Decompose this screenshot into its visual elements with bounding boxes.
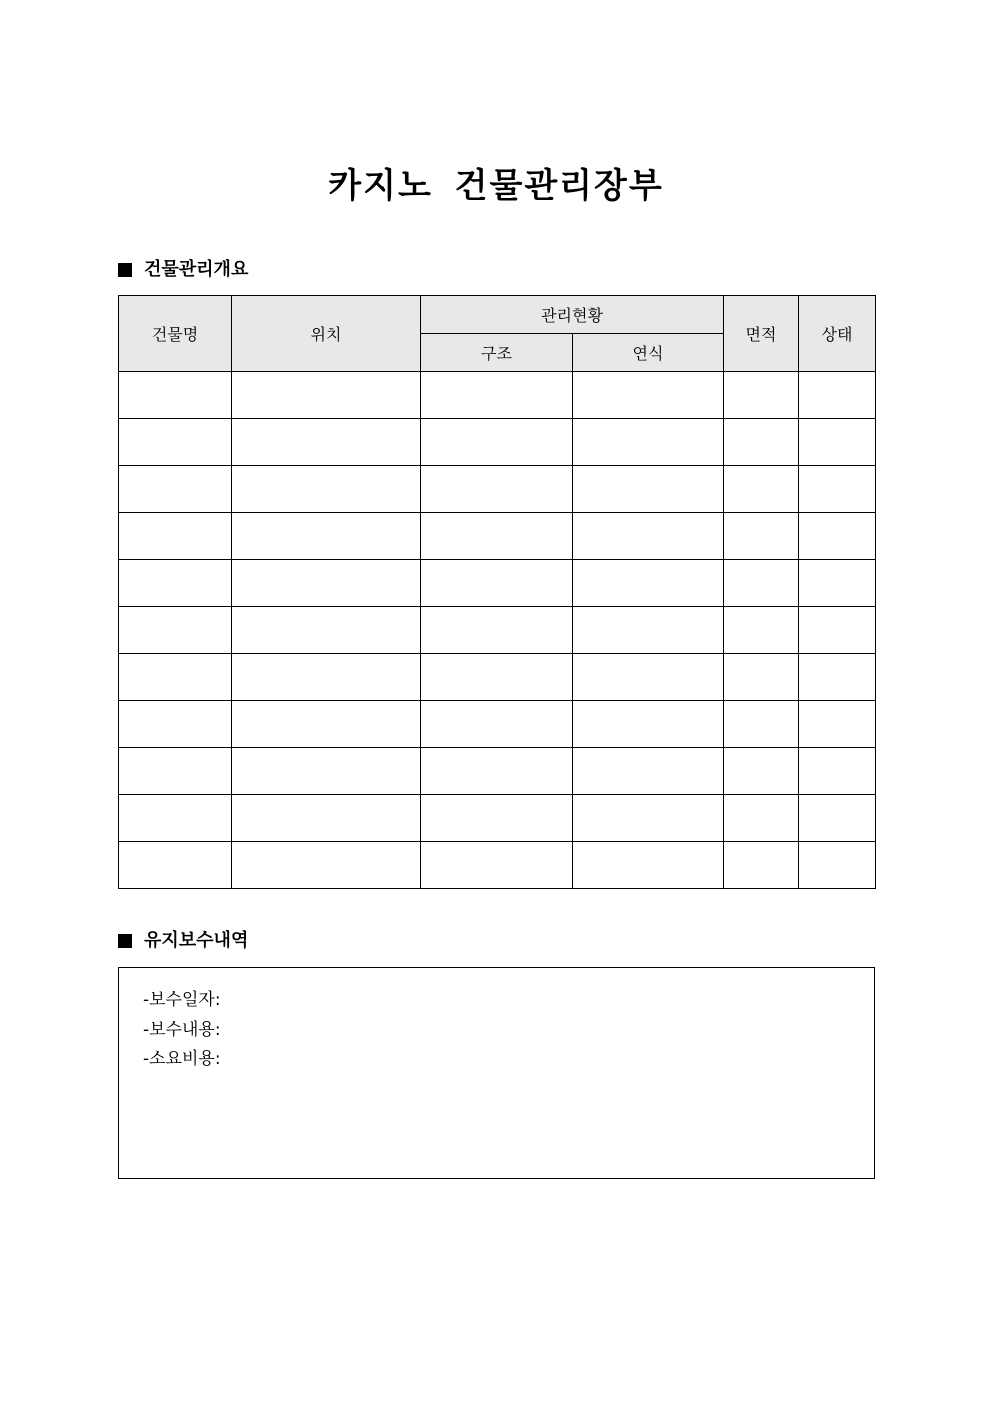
cell-structure[interactable] xyxy=(421,607,573,654)
cell-location[interactable] xyxy=(232,842,421,889)
cell-structure[interactable] xyxy=(421,654,573,701)
maintenance-line-content: -보수내용: xyxy=(143,1019,221,1040)
table-row xyxy=(119,654,876,701)
cell-location[interactable] xyxy=(232,466,421,513)
cell-year[interactable] xyxy=(573,748,724,795)
cell-name[interactable] xyxy=(119,842,232,889)
cell-structure[interactable] xyxy=(421,748,573,795)
section-heading-overview xyxy=(118,258,248,282)
cell-structure[interactable] xyxy=(421,795,573,842)
cell-structure[interactable] xyxy=(421,466,573,513)
cell-name[interactable] xyxy=(119,795,232,842)
cell-name[interactable] xyxy=(119,466,232,513)
cell-name[interactable] xyxy=(119,748,232,795)
column-header-area: 면적 xyxy=(724,296,799,372)
cell-structure[interactable] xyxy=(421,842,573,889)
cell-name[interactable] xyxy=(119,607,232,654)
table-row xyxy=(119,560,876,607)
document-title: 카지노 건물관리장부 xyxy=(328,166,664,206)
cell-condition[interactable] xyxy=(799,560,876,607)
square-bullet-icon xyxy=(118,934,132,948)
cell-condition[interactable] xyxy=(799,466,876,513)
section-heading-label: 유지보수내역 xyxy=(144,930,249,951)
table-row xyxy=(119,842,876,889)
column-header-status-group: 관리현황 xyxy=(421,296,724,334)
cell-year[interactable] xyxy=(573,560,724,607)
table-row xyxy=(119,748,876,795)
cell-area[interactable] xyxy=(724,466,799,513)
cell-year[interactable] xyxy=(573,795,724,842)
column-header-condition: 상태 xyxy=(799,296,876,372)
cell-condition[interactable] xyxy=(799,748,876,795)
maintenance-line-date: -보수일자: xyxy=(143,990,221,1010)
maintenance-line-cost: -소요비용: xyxy=(143,1049,221,1069)
table-row xyxy=(119,701,876,748)
cell-area[interactable] xyxy=(724,419,799,466)
table-body xyxy=(119,372,876,889)
cell-area[interactable] xyxy=(724,654,799,701)
cell-condition[interactable] xyxy=(799,419,876,466)
cell-location[interactable] xyxy=(232,701,421,748)
cell-year[interactable] xyxy=(573,701,724,748)
cell-condition[interactable] xyxy=(799,513,876,560)
cell-year[interactable] xyxy=(573,513,724,560)
cell-location[interactable] xyxy=(232,607,421,654)
maintenance-box xyxy=(118,967,875,1179)
cell-year[interactable] xyxy=(573,842,724,889)
cell-location[interactable] xyxy=(232,372,421,419)
column-header-year: 연식 xyxy=(573,334,724,372)
table-row xyxy=(119,607,876,654)
table-row xyxy=(119,513,876,560)
column-header-name: 건물명 xyxy=(119,296,232,372)
cell-year[interactable] xyxy=(573,654,724,701)
cell-condition[interactable] xyxy=(799,701,876,748)
cell-area[interactable] xyxy=(724,748,799,795)
table-row xyxy=(119,795,876,842)
cell-year[interactable] xyxy=(573,466,724,513)
cell-area[interactable] xyxy=(724,795,799,842)
column-header-structure: 구조 xyxy=(421,334,573,372)
cell-location[interactable] xyxy=(232,513,421,560)
cell-name[interactable] xyxy=(119,701,232,748)
cell-name[interactable] xyxy=(119,560,232,607)
cell-condition[interactable] xyxy=(799,372,876,419)
cell-condition[interactable] xyxy=(799,607,876,654)
cell-location[interactable] xyxy=(232,560,421,607)
table-row xyxy=(119,419,876,466)
cell-area[interactable] xyxy=(724,513,799,560)
cell-year[interactable] xyxy=(573,419,724,466)
cell-structure[interactable] xyxy=(421,560,573,607)
cell-name[interactable] xyxy=(119,513,232,560)
cell-condition[interactable] xyxy=(799,654,876,701)
section-heading-maintenance xyxy=(118,929,248,953)
cell-year[interactable] xyxy=(573,607,724,654)
cell-structure[interactable] xyxy=(421,701,573,748)
cell-area[interactable] xyxy=(724,607,799,654)
cell-year[interactable] xyxy=(573,372,724,419)
cell-location[interactable] xyxy=(232,654,421,701)
cell-area[interactable] xyxy=(724,842,799,889)
cell-location[interactable] xyxy=(232,795,421,842)
building-overview-table xyxy=(118,295,876,889)
column-header-location: 위치 xyxy=(232,296,421,372)
cell-area[interactable] xyxy=(724,372,799,419)
cell-condition[interactable] xyxy=(799,795,876,842)
cell-structure[interactable] xyxy=(421,372,573,419)
square-bullet-icon xyxy=(118,263,132,277)
cell-name[interactable] xyxy=(119,419,232,466)
cell-name[interactable] xyxy=(119,654,232,701)
cell-name[interactable] xyxy=(119,372,232,419)
table-row xyxy=(119,372,876,419)
cell-area[interactable] xyxy=(724,560,799,607)
cell-location[interactable] xyxy=(232,748,421,795)
cell-structure[interactable] xyxy=(421,419,573,466)
maintenance-lines xyxy=(143,986,221,1075)
table-row xyxy=(119,466,876,513)
cell-area[interactable] xyxy=(724,701,799,748)
cell-condition[interactable] xyxy=(799,842,876,889)
cell-location[interactable] xyxy=(232,419,421,466)
section-heading-label: 건물관리개요 xyxy=(144,259,249,280)
cell-structure[interactable] xyxy=(421,513,573,560)
